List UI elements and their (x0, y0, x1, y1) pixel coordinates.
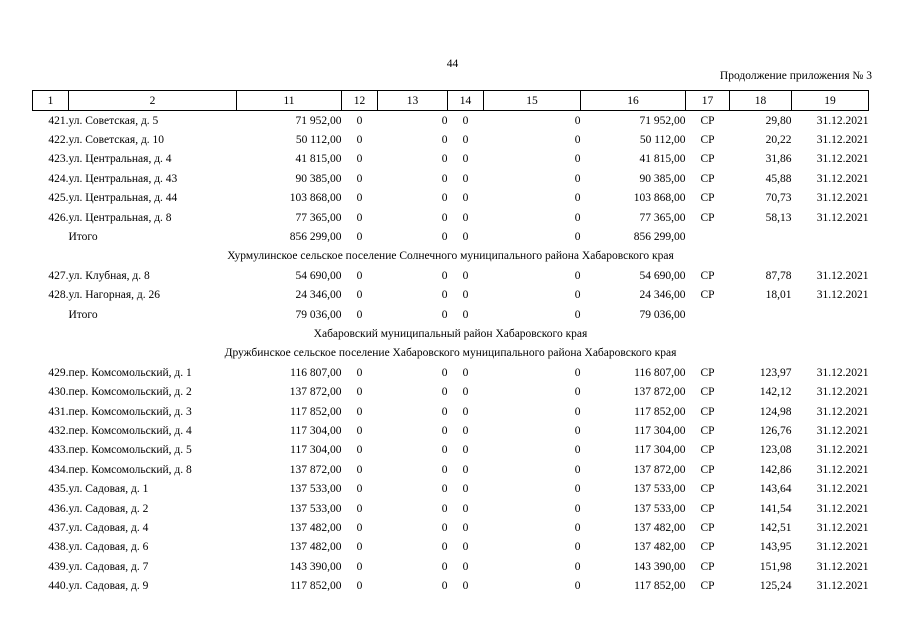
address: ул. Центральная, д. 43 (68, 172, 178, 185)
col-14-value: 0 (462, 366, 469, 379)
address: ул. Садовая, д. 4 (68, 521, 149, 534)
column-header: 17 (686, 91, 730, 111)
appendix-continuation-label: Продолжение приложения № 3 (719, 70, 872, 82)
table-row (33, 421, 869, 440)
col-11-value: 117 304,00 (290, 424, 342, 437)
address: ул. Центральная, д. 4 (68, 153, 172, 166)
col-19-date: 31.12.2021 (816, 463, 869, 476)
col-14-value: 0 (462, 211, 469, 224)
section-heading: Хурмулинское сельское поселение Солнечного муниципального района Хабаровского края (227, 250, 674, 263)
col-14-value: 0 (462, 289, 469, 302)
col-16-value: 137 533,00 (633, 483, 686, 496)
col-19-date: 31.12.2021 (816, 134, 869, 147)
col-13-value: 0 (441, 211, 448, 224)
col-18-value: 29,80 (765, 114, 792, 127)
col-16-value: 117 852,00 (634, 580, 686, 593)
col-17-code: СР (700, 172, 715, 185)
col-14-value: 0 (462, 134, 469, 147)
address: ул. Садовая, д. 1 (68, 483, 149, 496)
column-header: 14 (448, 91, 484, 111)
column-header: 1 (33, 91, 69, 111)
col-14-value: 0 (462, 172, 469, 185)
row-number: 425. (48, 192, 69, 205)
row-number: 421. (48, 114, 69, 127)
col-14-value: 0 (462, 114, 469, 127)
col-18-value: 58,13 (765, 211, 792, 224)
col-16-value: 117 304,00 (634, 424, 686, 437)
col-14-value: 0 (462, 153, 469, 166)
col-16-value: 143 390,00 (633, 560, 686, 573)
col-16-value: 137 482,00 (633, 521, 686, 534)
section-heading: Хабаровский муниципальный район Хабаровского края (313, 327, 588, 340)
row-number: 435. (48, 483, 69, 496)
row-number: 426. (48, 211, 69, 224)
col-11-value: 41 815,00 (295, 153, 342, 166)
col-16-value: 90 385,00 (639, 172, 686, 185)
table-row (33, 576, 869, 595)
col-17-code: СР (700, 211, 715, 224)
row-number: 424. (48, 172, 69, 185)
col-16-value: 103 868,00 (633, 192, 686, 205)
address: ул. Клубная, д. 8 (68, 269, 150, 282)
address: пер. Комсомольский, д. 4 (68, 424, 192, 437)
col-16-value: 856 299,00 (633, 231, 686, 244)
col-13-value: 0 (441, 541, 448, 554)
col-14-value: 0 (462, 424, 469, 437)
subtotal-row (33, 305, 869, 324)
col-13-value: 0 (441, 366, 448, 379)
col-19-date: 31.12.2021 (816, 386, 869, 399)
col-17-code (686, 227, 730, 246)
col-15-value: 0 (574, 366, 581, 379)
col-14-value: 0 (462, 560, 469, 573)
column-header: 2 (69, 91, 237, 111)
col-12-value: 0 (356, 308, 363, 321)
col-19-date: 31.12.2021 (816, 153, 869, 166)
col-17-code: СР (700, 114, 715, 127)
col-19-date: 31.12.2021 (816, 560, 869, 573)
col-17-code (686, 305, 730, 324)
col-16-value: 71 952,00 (639, 114, 686, 127)
col-14-value: 0 (462, 269, 469, 282)
table-row (33, 169, 869, 188)
col-14-value: 0 (462, 463, 469, 476)
col-11-value: 137 482,00 (289, 521, 342, 534)
col-11-value: 117 852,00 (290, 580, 342, 593)
col-11-value: 856 299,00 (289, 231, 342, 244)
row-number (33, 305, 69, 324)
row-number: 423. (48, 153, 69, 166)
col-14-value: 0 (462, 386, 469, 399)
table-row (33, 499, 869, 518)
col-17-code: СР (700, 483, 715, 496)
table-row (33, 382, 869, 401)
col-14-value: 0 (462, 521, 469, 534)
address: ул. Садовая, д. 7 (68, 560, 149, 573)
header-row (33, 91, 869, 111)
col-13-value: 0 (441, 192, 448, 205)
table-row (33, 557, 869, 576)
col-14-value: 0 (462, 541, 469, 554)
col-17-code: СР (700, 580, 715, 593)
col-13-value: 0 (441, 114, 448, 127)
col-13-value: 0 (441, 502, 448, 515)
col-15-value: 0 (574, 424, 581, 437)
col-19-date: 31.12.2021 (816, 424, 869, 437)
data-table (32, 90, 869, 596)
col-16-value: 137 533,00 (633, 502, 686, 515)
col-16-value: 137 482,00 (633, 541, 686, 554)
col-18-value: 143,64 (759, 483, 792, 496)
col-12-value: 0 (356, 463, 363, 476)
col-16-value: 77 365,00 (639, 211, 686, 224)
col-17-code: СР (700, 541, 715, 554)
col-11-value: 137 482,00 (289, 541, 342, 554)
table-row (33, 111, 869, 131)
col-12-value: 0 (356, 541, 363, 554)
col-17-code: СР (700, 521, 715, 534)
row-number: 437. (48, 521, 69, 534)
col-18-value: 31,86 (765, 153, 792, 166)
col-12-value: 0 (356, 521, 363, 534)
row-number: 430. (48, 386, 69, 399)
col-18-value: 142,86 (759, 463, 792, 476)
address: пер. Комсомольский, д. 2 (68, 386, 192, 399)
table-row (33, 538, 869, 557)
page-number: 44 (446, 58, 459, 70)
col-16-value: 137 872,00 (633, 463, 686, 476)
col-12-value: 0 (356, 386, 363, 399)
col-17-code: СР (700, 424, 715, 437)
col-11-value: 116 807,00 (290, 366, 342, 379)
col-16-value: 50 112,00 (639, 134, 686, 147)
section-heading-row (33, 324, 869, 343)
col-17-code: СР (700, 463, 715, 476)
col-15-value: 0 (574, 211, 581, 224)
col-18-value: 142,12 (759, 386, 792, 399)
col-17-code: СР (700, 560, 715, 573)
col-19-date: 31.12.2021 (816, 580, 869, 593)
col-13-value: 0 (441, 134, 448, 147)
col-12-value: 0 (356, 269, 363, 282)
col-15-value: 0 (574, 153, 581, 166)
row-number: 427. (48, 269, 69, 282)
col-15-value: 0 (574, 463, 581, 476)
col-17-code: СР (700, 444, 715, 457)
col-15-value: 0 (574, 541, 581, 554)
col-14-value: 0 (462, 405, 469, 418)
col-15-value: 0 (574, 134, 581, 147)
col-18-value: 123,97 (759, 366, 792, 379)
col-11-value: 71 952,00 (295, 114, 342, 127)
table-row (33, 189, 869, 208)
col-13-value: 0 (441, 444, 448, 457)
table-row (33, 130, 869, 149)
col-17-code: СР (700, 386, 715, 399)
column-header: 11 (237, 91, 342, 111)
col-19-date: 31.12.2021 (816, 172, 869, 185)
row-number: 436. (48, 502, 69, 515)
row-number: 431. (48, 405, 69, 418)
table-row (33, 286, 869, 305)
col-11-value: 79 036,00 (295, 308, 342, 321)
address: пер. Комсомольский, д. 5 (68, 444, 192, 457)
col-12-value: 0 (356, 424, 363, 437)
col-14-value: 0 (462, 502, 469, 515)
col-11-value: 90 385,00 (295, 172, 342, 185)
address: пер. Комсомольский, д. 3 (68, 405, 192, 418)
col-13-value: 0 (441, 483, 448, 496)
col-12-value: 0 (356, 366, 363, 379)
col-17-code: СР (700, 134, 715, 147)
col-14-value: 0 (462, 231, 469, 244)
col-18-value: 87,78 (765, 269, 792, 282)
col-18-value (730, 305, 792, 324)
col-17-code: СР (700, 366, 715, 379)
col-15-value: 0 (574, 172, 581, 185)
col-11-value: 143 390,00 (289, 560, 342, 573)
col-16-value: 117 304,00 (634, 444, 686, 457)
col-15-value: 0 (574, 386, 581, 399)
col-13-value: 0 (441, 289, 448, 302)
table-row (33, 460, 869, 479)
col-18-value: 151,98 (759, 560, 792, 573)
row-number: 438. (48, 541, 69, 554)
col-18-value: 20,22 (765, 134, 792, 147)
col-19-date: 31.12.2021 (816, 269, 869, 282)
col-19-date: 31.12.2021 (816, 444, 869, 457)
column-header: 18 (730, 91, 792, 111)
col-15-value: 0 (574, 405, 581, 418)
col-14-value: 0 (462, 444, 469, 457)
col-12-value: 0 (356, 192, 363, 205)
column-header: 13 (378, 91, 448, 111)
col-15-value: 0 (574, 483, 581, 496)
table-body (33, 111, 869, 596)
col-18-value: 18,01 (765, 289, 792, 302)
col-12-value: 0 (356, 444, 363, 457)
section-heading-row (33, 344, 869, 363)
table-row (33, 150, 869, 169)
col-13-value: 0 (441, 463, 448, 476)
col-12-value: 0 (356, 580, 363, 593)
col-17-code: СР (700, 192, 715, 205)
col-17-code: СР (700, 502, 715, 515)
row-number: 434. (48, 463, 69, 476)
address: ул. Садовая, д. 6 (68, 541, 149, 554)
col-19-date: 31.12.2021 (816, 405, 869, 418)
col-19-date: 31.12.2021 (816, 541, 869, 554)
address: ул. Садовая, д. 2 (68, 502, 149, 515)
table-row (33, 518, 869, 537)
address: ул. Садовая, д. 9 (68, 580, 149, 593)
subtotal-row (33, 227, 869, 246)
col-19-date: 31.12.2021 (816, 366, 869, 379)
col-18-value: 70,73 (765, 192, 792, 205)
col-19-date: 31.12.2021 (816, 521, 869, 534)
row-number: 440. (48, 580, 69, 593)
col-15-value: 0 (574, 308, 581, 321)
row-number: 428. (48, 289, 69, 302)
table-row (33, 363, 869, 382)
col-15-value: 0 (574, 269, 581, 282)
address: пер. Комсомольский, д. 1 (68, 366, 192, 379)
col-11-value: 103 868,00 (289, 192, 342, 205)
col-18-value: 143,95 (759, 541, 792, 554)
col-13-value: 0 (441, 405, 448, 418)
col-18-value: 125,24 (759, 580, 792, 593)
col-12-value: 0 (356, 483, 363, 496)
col-12-value: 0 (356, 172, 363, 185)
col-11-value: 137 872,00 (289, 386, 342, 399)
col-15-value: 0 (574, 114, 581, 127)
table-row (33, 441, 869, 460)
address: ул. Центральная, д. 8 (68, 211, 172, 224)
row-number: 432. (48, 424, 69, 437)
col-18-value: 45,88 (765, 172, 792, 185)
col-11-value: 137 872,00 (289, 463, 342, 476)
table-row (33, 402, 869, 421)
col-19-date: 31.12.2021 (816, 211, 869, 224)
col-19-date: 31.12.2021 (816, 114, 869, 127)
col-12-value: 0 (356, 502, 363, 515)
row-number: 433. (48, 444, 69, 457)
col-16-value: 54 690,00 (639, 269, 686, 282)
col-13-value: 0 (441, 231, 448, 244)
col-14-value: 0 (462, 192, 469, 205)
col-15-value: 0 (574, 580, 581, 593)
row-number (33, 227, 69, 246)
col-12-value: 0 (356, 289, 363, 302)
col-13-value: 0 (441, 269, 448, 282)
col-19-date: 31.12.2021 (816, 192, 869, 205)
col-11-value: 117 304,00 (290, 444, 342, 457)
col-11-value: 117 852,00 (290, 405, 342, 418)
col-12-value: 0 (356, 114, 363, 127)
col-15-value: 0 (574, 560, 581, 573)
address: ул. Советская, д. 10 (68, 134, 165, 147)
col-13-value: 0 (441, 424, 448, 437)
col-15-value: 0 (574, 231, 581, 244)
row-number: 439. (48, 560, 69, 573)
row-number: 429. (48, 366, 69, 379)
table-row (33, 266, 869, 285)
col-19-date: 31.12.2021 (816, 483, 869, 496)
col-17-code: СР (700, 153, 715, 166)
col-13-value: 0 (441, 560, 448, 573)
col-18-value: 142,51 (759, 521, 792, 534)
col-17-code: СР (700, 269, 715, 282)
col-11-value: 54 690,00 (295, 269, 342, 282)
address: Итого (68, 231, 98, 244)
table-row (33, 479, 869, 498)
col-11-value: 24 346,00 (295, 289, 342, 302)
col-14-value: 0 (462, 483, 469, 496)
col-14-value: 0 (462, 580, 469, 593)
address: Итого (68, 308, 98, 321)
col-16-value: 79 036,00 (639, 308, 686, 321)
col-13-value: 0 (441, 580, 448, 593)
col-15-value: 0 (574, 502, 581, 515)
col-13-value: 0 (441, 153, 448, 166)
col-13-value: 0 (441, 308, 448, 321)
col-13-value: 0 (441, 521, 448, 534)
col-19-date: 31.12.2021 (816, 289, 869, 302)
col-15-value: 0 (574, 289, 581, 302)
row-number: 422. (48, 134, 69, 147)
col-16-value: 41 815,00 (639, 153, 686, 166)
col-19-date (792, 227, 869, 246)
col-18-value: 123,08 (759, 444, 792, 457)
col-19-date (792, 305, 869, 324)
col-12-value: 0 (356, 231, 363, 244)
col-11-value: 77 365,00 (295, 211, 342, 224)
col-18-value: 124,98 (759, 405, 792, 418)
col-12-value: 0 (356, 211, 363, 224)
col-12-value: 0 (356, 560, 363, 573)
column-header: 12 (342, 91, 378, 111)
col-17-code: СР (700, 405, 715, 418)
col-12-value: 0 (356, 134, 363, 147)
col-12-value: 0 (356, 405, 363, 418)
col-16-value: 116 807,00 (634, 366, 686, 379)
section-heading-row (33, 247, 869, 266)
col-18-value (730, 227, 792, 246)
col-16-value: 24 346,00 (639, 289, 686, 302)
col-15-value: 0 (574, 521, 581, 534)
col-15-value: 0 (574, 192, 581, 205)
col-11-value: 50 112,00 (295, 134, 342, 147)
col-18-value: 126,76 (759, 424, 792, 437)
address: ул. Советская, д. 5 (68, 114, 159, 127)
column-header: 16 (581, 91, 686, 111)
col-13-value: 0 (441, 172, 448, 185)
col-12-value: 0 (356, 153, 363, 166)
col-16-value: 137 872,00 (633, 386, 686, 399)
col-17-code: СР (700, 289, 715, 302)
col-14-value: 0 (462, 308, 469, 321)
column-header: 15 (484, 91, 581, 111)
col-13-value: 0 (441, 386, 448, 399)
col-11-value: 137 533,00 (289, 502, 342, 515)
col-15-value: 0 (574, 444, 581, 457)
address: ул. Нагорная, д. 26 (68, 289, 160, 302)
col-16-value: 117 852,00 (634, 405, 686, 418)
address: ул. Центральная, д. 44 (68, 192, 178, 205)
section-heading: Дружбинское сельское поселение Хабаровского муниципального района Хабаровского края (224, 347, 677, 360)
col-11-value: 137 533,00 (289, 483, 342, 496)
col-19-date: 31.12.2021 (816, 502, 869, 515)
table-row (33, 208, 869, 227)
column-header: 19 (792, 91, 869, 111)
address: пер. Комсомольский, д. 8 (68, 463, 192, 476)
col-18-value: 141,54 (759, 502, 792, 515)
